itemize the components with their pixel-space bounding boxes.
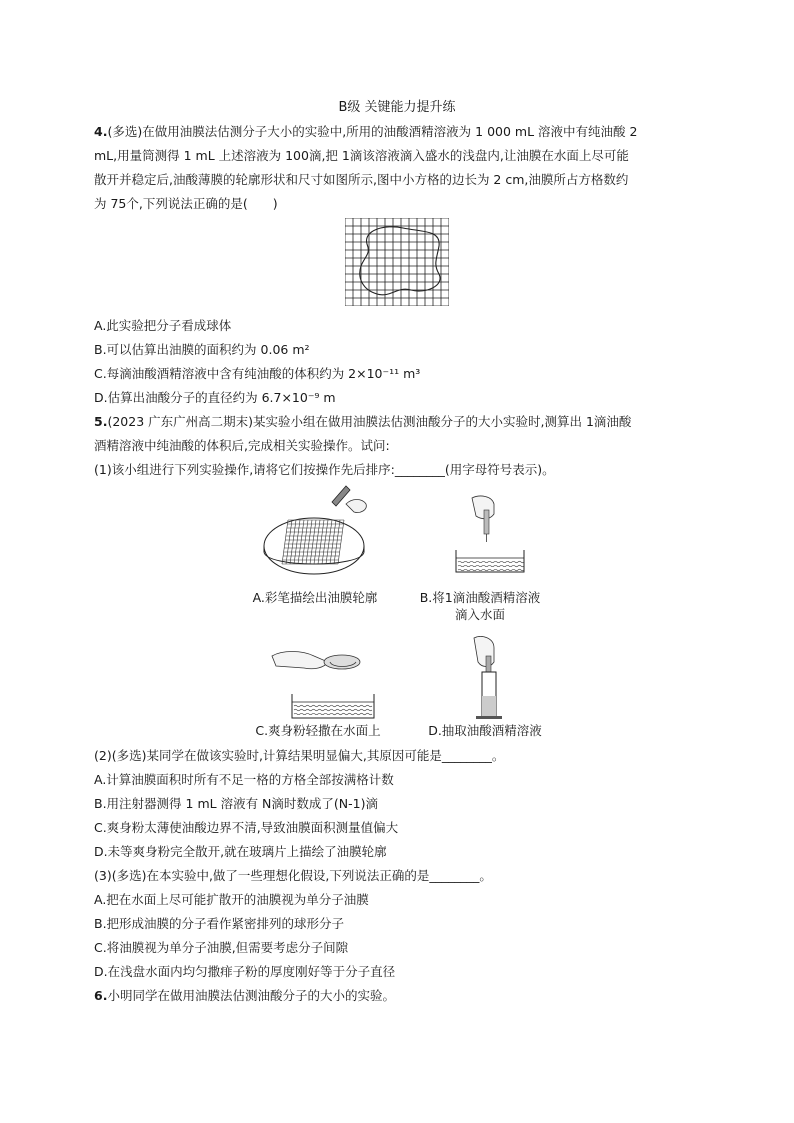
step-c-illustration xyxy=(268,648,378,720)
q5-sub2-option-a: A.计算油膜面积时所有不足一格的方格全部按满格计数 xyxy=(94,772,394,787)
q5-sub3-option-c: C.将油膜视为单分子油膜,但需要考虑分子间隙 xyxy=(94,940,349,955)
q5-sub2: (2)(多选)某同学在做该实验时,计算结果明显偏大,其原因可能是________。 xyxy=(94,748,505,763)
q5-sub2-option-b: B.用注射器测得 1 mL 溶液有 N滴时数成了(N-1)滴 xyxy=(94,796,378,811)
q5-sub3-option-a: A.把在水面上尽可能扩散开的油膜视为单分子油膜 xyxy=(94,892,369,907)
q4-option-a: A.此实验把分子看成球体 xyxy=(94,318,232,333)
q5-sub3-option-b: B.把形成油膜的分子看作紧密排列的球形分子 xyxy=(94,916,345,931)
caption-d: D.抽取油酸酒精溶液 xyxy=(428,723,542,738)
oil-film-grid-figure xyxy=(345,218,449,306)
q4-option-d: D.估算出油酸分子的直径约为 6.7×10⁻⁹ m xyxy=(94,390,336,405)
step-d-illustration xyxy=(460,636,520,720)
caption-a: A.彩笔描绘出油膜轮廓 xyxy=(252,590,378,605)
step-b-illustration xyxy=(450,494,530,574)
caption-b: B.将1滴油酸酒精溶液 滴入水面 xyxy=(419,590,541,622)
q5-sub2-option-d: D.未等爽身粉完全散开,就在玻璃片上描绘了油膜轮廓 xyxy=(94,844,387,859)
q4-line-4: 为 75个,下列说法正确的是( ) xyxy=(94,196,278,211)
q6-number: 6. xyxy=(94,988,108,1003)
q5-sub3: (3)(多选)在本实验中,做了一些理想化假设,下列说法正确的是________。 xyxy=(94,868,492,883)
q6-line-1: 6.小明同学在做用油膜法估测油酸分子的大小的实验。 xyxy=(94,988,395,1003)
q4-option-c: C.每滴油酸酒精溶液中含有纯油酸的体积约为 2×10⁻¹¹ m³ xyxy=(94,366,421,381)
q4-line-2: mL,用量筒测得 1 mL 上述溶液为 100滴,把 1滴该溶液滴入盛水的浅盘内,让油膜在水面上尽可能 xyxy=(94,148,629,163)
q4-number: 4. xyxy=(94,124,108,139)
q5-sub2-option-c: C.爽身粉太薄使油酸边界不清,导致油膜面积测量值偏大 xyxy=(94,820,399,835)
oil-film-outline xyxy=(360,227,440,295)
q4-line-1: 4.(多选)在做用油膜法估测分子大小的实验中,所用的油酸酒精溶液为 1 000 mL 溶液中有纯油酸 2 xyxy=(94,124,638,139)
section-title: B级 关键能力提升练 xyxy=(338,100,456,115)
q5-sub1: (1)该小组进行下列实验操作,请将它们按操作先后排序:________(用字母符号表示)。 xyxy=(94,462,555,477)
q4-option-b: B.可以估算出油膜的面积约为 0.06 m² xyxy=(94,342,310,357)
q5-number: 5. xyxy=(94,414,108,429)
q5-line-2: 酒精溶液中纯油酸的体积后,完成相关实验操作。试问: xyxy=(94,438,390,453)
q5-line-1: 5.(2023 广东广州高二期末)某实验小组在做用油膜法估测油酸分子的大小实验时,测算出 1滴油酸 xyxy=(94,414,632,429)
q5-sub3-option-d: D.在浅盘水面内均匀撒痱子粉的厚度刚好等于分子直径 xyxy=(94,964,396,979)
step-a-illustration xyxy=(262,484,372,580)
q4-line-3: 散开并稳定后,油酸薄膜的轮廓形状和尺寸如图所示,图中小方格的边长为 2 cm,油膜所占方格数约 xyxy=(94,172,629,187)
caption-c: C.爽身粉轻撒在水面上 xyxy=(255,723,381,738)
